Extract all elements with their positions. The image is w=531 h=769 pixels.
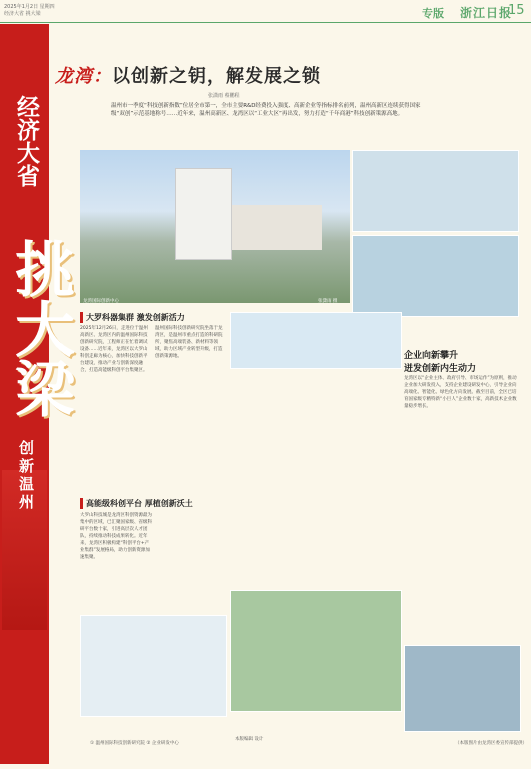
issue-date: 2025年1月2日 星期四 (4, 4, 55, 10)
banner-line-2: 挑大梁 (5, 238, 75, 418)
section-3-title (404, 348, 519, 374)
lead-paragraph: 温州市一季度“科技创新指数”位居全市第一，全市主要R&D经费投入强度、高新企业等指标排名前列，温州高新区连续获得国家级“双创”示范基地称号……近年来，温州高新区、龙湾区以“工业大区”再出发，努力打造“千年商港”科技创新策源高地。 (111, 103, 421, 117)
photo-credit-footer: （本版图片由龙湾区委宣传部提供） (455, 741, 527, 746)
section-1-title: 大罗科器集群 激发创新活力 (80, 312, 185, 323)
photo-campus (230, 590, 402, 712)
editor-credit: 本版编辑 设计 (235, 737, 264, 742)
main-photo-caption: 龙湾国际创新中心 (83, 299, 119, 304)
banner-line-1: 经济大省 (13, 95, 40, 187)
masthead (0, 0, 531, 22)
section-3-title-line-1: 企业向新攀升 (404, 351, 459, 361)
newspaper-name: 浙江日报 (460, 6, 513, 20)
photo-building-2 (232, 205, 322, 250)
photo-expo (230, 312, 402, 369)
section-3-title-line-2: 迸发创新内生动力 (404, 364, 477, 374)
section-3-text: 龙湾区以“企业主体、政府引导、市场运作”为原则，推动企业加大研发投入，支持企业建设研发中心，引导企业向高端化、智能化、绿色化方向发展。截至目前，全区已培育国家级专精特新“小巨人”企业数十家，高新技术企业数量稳步增长。 (404, 376, 517, 409)
headline-place: 龙湾： (55, 66, 112, 87)
section-label: 专版 (422, 7, 444, 20)
section-2-text: 大罗山科技城是龙湾区科创资源最为集中的区域，已汇聚国家级、省级科研平台数十家，引进高层次人才团队，持续推动科技成果转化。近年来，龙湾区积极构建“科创平台+产业集群”发展格局，助力创新资源加速集聚。 (80, 513, 152, 560)
photo-building (175, 168, 232, 260)
masthead-divider (0, 22, 531, 23)
byline: 张潇雨 蔡鹏程 (208, 93, 240, 99)
photo-factory-right (352, 235, 519, 317)
photo-aerial (404, 645, 521, 732)
banner-line-3: 创新温州 (17, 440, 35, 512)
section-2-title: 高能级科创平台 厚植创新沃土 (80, 498, 193, 509)
photo-lab-right (352, 150, 519, 232)
page-headline (55, 62, 321, 88)
issue-topic: 经济大省 挑大梁 (4, 11, 41, 17)
photo-caption-footer: ① 温州国际科技创新研究院 ② 企业研发中心 (90, 741, 179, 746)
main-photo-credit: 张潇雨 摄 (318, 299, 338, 304)
section-1-text-2: 温州国际科技创新研究院坐落于龙湾区，是温州市重点打造的科研院所，聚焦高端装备、新材料等领域，助力区域产业转型升级，打造创新策源地。 (155, 326, 223, 359)
section-1-text: 2025年12月26日，走进位于温州高新区、龙湾区内的温州国际科技创新研究院，工程师正在忙着调试设备……近年来，龙湾区以大罗山科创走廊为核心，加快科技创新平台建设，推动产业与创新深度融合，打造高能级科创平台集聚区。 (80, 326, 148, 373)
headline-title: 以创新之钥，解发展之锁 (112, 66, 321, 87)
photo-lab-worker (80, 615, 227, 717)
banner-title (14, 95, 76, 187)
page-number: 15 (508, 3, 525, 18)
